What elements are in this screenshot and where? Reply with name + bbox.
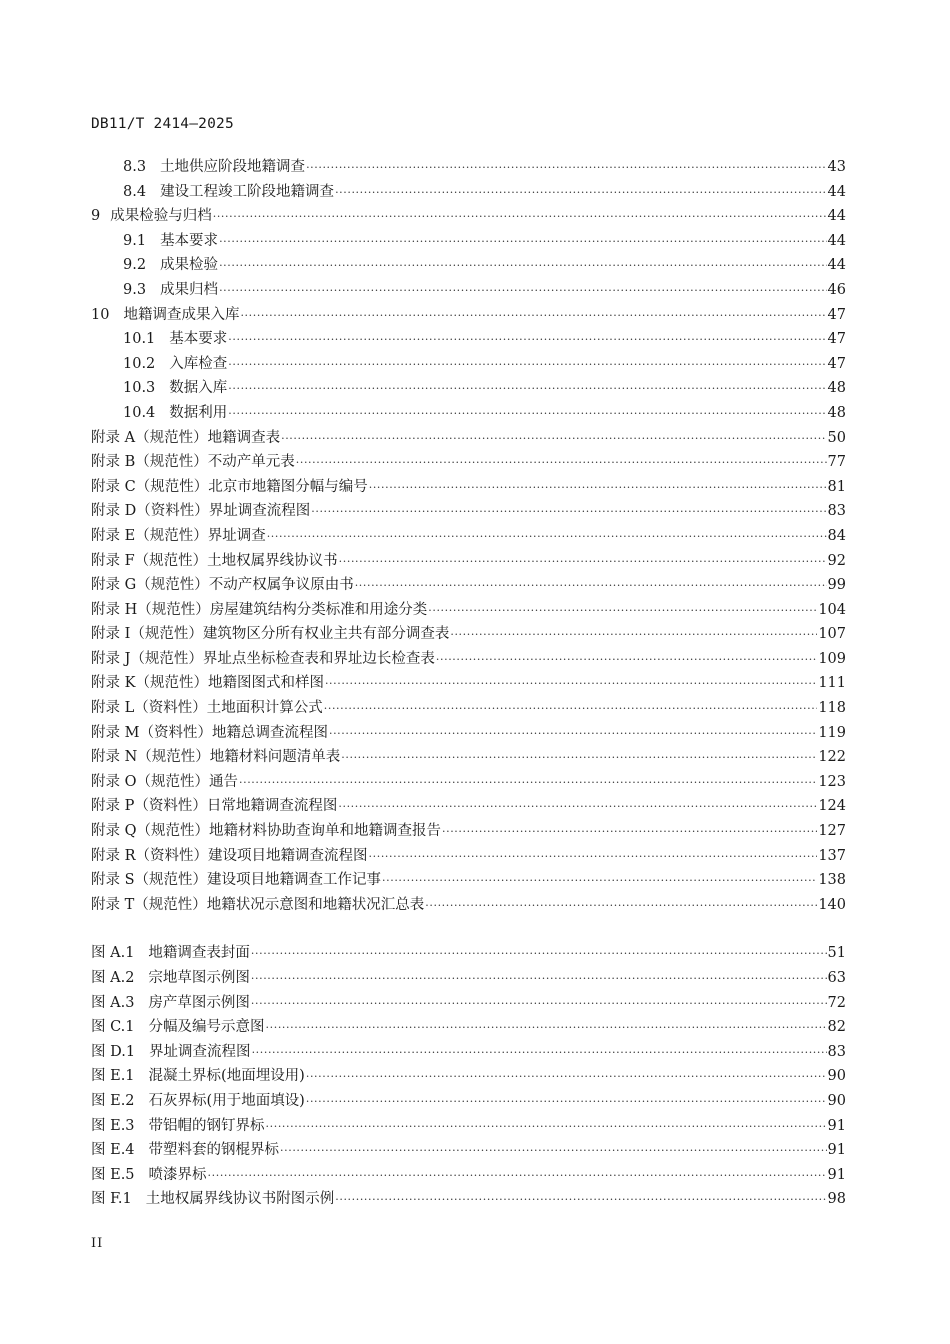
toc-entry-number: 附录 L	[91, 700, 135, 717]
toc-entry-title: （资料性）建设项目地籍调查流程图	[135, 847, 368, 864]
toc-entry[interactable]	[91, 721, 846, 746]
page-number-footer: II	[91, 1236, 104, 1251]
toc-entry-number: 图 C.1	[91, 1019, 135, 1036]
toc-entry[interactable]	[91, 401, 846, 426]
toc-entry-page: 83	[827, 503, 846, 520]
toc-entry-page: 46	[827, 281, 846, 298]
toc-leader-dots	[281, 426, 826, 452]
toc-figure-entry[interactable]	[91, 966, 846, 991]
toc-entry[interactable]	[91, 524, 846, 549]
toc-leader-dots	[382, 868, 817, 894]
toc-entry-page: 48	[827, 404, 846, 421]
toc-entry-page: 92	[827, 552, 846, 569]
toc-entry-title: （规范性）界址点坐标检查表和界址边长检查表	[130, 650, 435, 667]
toc-entry-page: 91	[827, 1142, 846, 1159]
toc-entry-title: （规范性）不动产单元表	[135, 454, 295, 471]
toc-entry-number: 附录 D	[91, 503, 137, 520]
toc-leader-dots	[436, 647, 817, 673]
toc-entry[interactable]	[91, 352, 846, 377]
toc-leader-dots	[335, 1187, 826, 1213]
toc-entry-page: 83	[827, 1043, 846, 1060]
toc-entry-number: 10.1	[123, 331, 156, 348]
toc-entry-number: 附录 A	[91, 429, 136, 446]
toc-leader-dots	[252, 1040, 827, 1066]
toc-entry-title: 喷漆界标	[148, 1166, 207, 1183]
toc-leader-dots	[428, 598, 817, 624]
toc-entry-page: 77	[827, 454, 846, 471]
toc-entry-title: 土地供应阶段地籍调查	[160, 159, 306, 175]
toc-entry-page: 81	[827, 478, 846, 495]
toc-entry-title: （资料性）地籍总调查流程图	[139, 724, 328, 741]
toc-leader-dots	[306, 1089, 827, 1115]
toc-entry-title: 带铝帽的钢钉界标	[148, 1117, 265, 1134]
toc-entry-page: 90	[827, 1068, 846, 1085]
toc-spacer	[91, 917, 846, 941]
toc-entry-number: 附录 Q	[91, 823, 137, 840]
toc-entry-title: 基本要求	[160, 232, 219, 249]
toc-entry-number: 附录 M	[91, 724, 140, 741]
toc-leader-dots	[240, 303, 826, 329]
toc-figure-entry[interactable]	[91, 941, 846, 966]
toc-leader-dots	[239, 770, 817, 796]
toc-entry-page: 91	[827, 1117, 846, 1134]
toc-figures-list	[91, 941, 846, 1212]
toc-leader-dots	[219, 253, 826, 279]
toc-entry-title: 数据入库	[169, 380, 228, 397]
toc-leader-dots	[208, 1163, 827, 1189]
toc-entry-title: （规范性）地籍材料问题清单表	[137, 749, 341, 766]
toc-entry-page: 137	[818, 847, 846, 864]
toc-entry-page: 91	[827, 1166, 846, 1183]
toc-leader-dots	[339, 549, 827, 575]
toc-leader-dots	[306, 155, 826, 181]
toc-entry-page: 98	[827, 1191, 846, 1208]
toc-entry-title: （规范性）北京市地籍图分幅与编号	[135, 478, 368, 495]
toc-entry-title: （规范性）建筑物区分所有权业主共有部分调查表	[130, 626, 450, 643]
toc-entry-title: （规范性）房屋建筑结构分类标准和用途分类	[137, 601, 428, 618]
toc-entry-number: 图 F.1	[91, 1191, 132, 1208]
toc-entry[interactable]	[91, 204, 846, 229]
toc-leader-dots	[219, 278, 826, 304]
toc-entry-title: （规范性）地籍材料协助查询单和地籍调查报告	[136, 823, 441, 840]
toc-entry-title: （资料性）土地面积计算公式	[134, 700, 323, 717]
toc-entry-title: 成果归档	[160, 281, 219, 298]
toc-entry[interactable]	[91, 303, 846, 328]
toc-entry-page: 127	[818, 823, 846, 840]
toc-leader-dots	[450, 622, 817, 648]
toc-leader-dots	[251, 991, 827, 1017]
toc-leader-dots	[325, 671, 817, 697]
toc-entry-number: 附录 P	[91, 798, 135, 815]
toc-entry[interactable]	[91, 696, 846, 721]
toc-entry-number: 附录 O	[91, 773, 137, 790]
toc-entry-number: 图 D.1	[91, 1043, 136, 1060]
toc-entry-number: 图 E.1	[91, 1068, 135, 1085]
toc-entry-page: 44	[827, 257, 846, 274]
toc-entry-title: （规范性）建设项目地籍调查工作记事	[134, 872, 382, 889]
toc-figure-entry[interactable]	[91, 1163, 846, 1188]
toc-entry-number: 9.2	[123, 257, 147, 274]
toc-entry-title: 成果检验与归档	[110, 208, 212, 225]
toc-entry-number: 附录 I	[91, 626, 131, 643]
toc-sections-list	[91, 155, 846, 917]
toc-entry-number: 附录 K	[91, 675, 136, 692]
toc-figure-entry[interactable]	[91, 1015, 846, 1040]
toc-entry[interactable]	[91, 770, 846, 795]
toc-entry-title: 土地权属界线协议书附图示例	[145, 1191, 335, 1208]
toc-entry-number: 图 A.1	[91, 945, 135, 962]
toc-entry-number: 8.4	[123, 183, 147, 200]
toc-entry-title: （资料性）日常地籍调查流程图	[134, 798, 338, 815]
toc-leader-dots	[228, 401, 826, 427]
toc-entry-number: 附录 G	[91, 577, 137, 594]
toc-leader-dots	[341, 745, 817, 771]
table-of-contents	[91, 155, 846, 1212]
toc-leader-dots	[335, 180, 826, 206]
toc-leader-dots	[324, 696, 818, 722]
toc-entry[interactable]	[91, 647, 846, 672]
toc-leader-dots	[251, 941, 827, 967]
toc-leader-dots	[267, 524, 827, 550]
toc-entry[interactable]	[91, 893, 846, 918]
toc-entry-title: （资料性）界址调查流程图	[136, 503, 311, 520]
toc-entry-page: 47	[827, 306, 846, 323]
toc-entry-title: 石灰界标(用于地面填设)	[148, 1092, 305, 1109]
toc-entry[interactable]	[91, 180, 846, 205]
toc-entry-title: 宗地草图示例图	[148, 970, 250, 986]
toc-entry-title: 数据利用	[169, 404, 228, 421]
toc-entry-page: 72	[827, 994, 846, 1011]
toc-entry-page: 50	[827, 429, 846, 446]
toc-entry-number: 图 A.3	[91, 994, 135, 1011]
toc-entry[interactable]	[91, 549, 846, 574]
toc-entry-page: 47	[827, 355, 846, 372]
toc-entry-page: 82	[827, 1019, 846, 1036]
toc-leader-dots	[266, 1015, 827, 1041]
toc-entry-number: 图 A.2	[91, 970, 135, 986]
toc-leader-dots	[296, 450, 827, 476]
toc-entry[interactable]	[91, 622, 846, 647]
toc-entry-number: 9.1	[123, 232, 147, 249]
toc-leader-dots	[228, 352, 826, 378]
toc-entry-page: 63	[827, 970, 846, 986]
toc-entry-page: 44	[827, 232, 846, 249]
toc-entry-title: （规范性）地籍状况示意图和地籍状况汇总表	[134, 896, 425, 913]
document-id-header: DB11/T 2414—2025	[91, 116, 234, 132]
toc-entry[interactable]	[91, 671, 846, 696]
toc-leader-dots	[266, 1114, 827, 1140]
toc-entry-page: 47	[827, 331, 846, 348]
toc-figure-entry[interactable]	[91, 1064, 846, 1089]
toc-entry-title: （规范性）地籍图图式和样图	[135, 675, 324, 692]
toc-entry-number: 图 E.2	[91, 1092, 135, 1109]
toc-entry-number: 10.2	[123, 355, 156, 372]
toc-entry-title: 地籍调查成果入库	[123, 306, 240, 323]
toc-entry-title: 带塑料套的钢棍界标	[148, 1142, 280, 1159]
toc-entry-page: 140	[818, 896, 846, 913]
toc-entry-page: 44	[827, 183, 846, 200]
toc-entry[interactable]	[91, 868, 846, 893]
toc-entry-title: 地籍调查表封面	[148, 945, 250, 962]
toc-leader-dots	[251, 966, 827, 992]
toc-entry[interactable]	[91, 155, 846, 180]
toc-entry-number: 图 E.3	[91, 1117, 135, 1134]
toc-entry-page: 51	[827, 945, 846, 962]
toc-entry[interactable]	[91, 819, 846, 844]
toc-entry-number: 10	[91, 306, 110, 323]
toc-entry-title: （规范性）界址调查	[135, 527, 266, 544]
toc-entry-number: 附录 J	[91, 650, 131, 667]
toc-entry-page: 109	[818, 650, 846, 667]
toc-leader-dots	[219, 229, 826, 255]
toc-entry-title: 分幅及编号示意图	[148, 1019, 265, 1036]
toc-entry-page: 122	[818, 749, 846, 766]
toc-leader-dots	[228, 327, 826, 353]
toc-entry[interactable]	[91, 229, 846, 254]
toc-leader-dots	[329, 721, 817, 747]
toc-entry-number: 图 E.5	[91, 1166, 135, 1183]
toc-entry-title: 房产草图示例图	[148, 994, 250, 1011]
toc-entry-page: 119	[818, 724, 846, 741]
toc-entry-title: （规范性）地籍调查表	[135, 429, 281, 446]
toc-entry-page: 48	[827, 380, 846, 397]
toc-entry-number: 附录 H	[91, 601, 138, 618]
toc-entry[interactable]	[91, 794, 846, 819]
toc-entry-title: 混凝土界标(地面埋设用)	[148, 1068, 305, 1085]
toc-entry-page: 104	[818, 601, 846, 618]
toc-entry-number: 附录 R	[91, 847, 136, 864]
toc-entry-number: 附录 E	[91, 527, 136, 544]
toc-entry-number: 9	[91, 208, 101, 225]
toc-entry-title: 入库检查	[169, 355, 228, 372]
toc-entry[interactable]	[91, 475, 846, 500]
toc-leader-dots	[425, 893, 817, 919]
toc-entry-number: 10.3	[123, 380, 156, 397]
toc-entry-page: 107	[818, 626, 846, 643]
toc-entry-number: 附录 C	[91, 478, 136, 495]
toc-entry-number: 附录 S	[91, 872, 135, 889]
toc-leader-dots	[442, 819, 817, 845]
toc-entry-page: 138	[818, 872, 846, 889]
toc-leader-dots	[306, 1064, 827, 1090]
toc-entry-page: 123	[818, 773, 846, 790]
toc-leader-dots	[355, 573, 827, 599]
toc-leader-dots	[228, 376, 826, 402]
toc-leader-dots	[338, 794, 817, 820]
toc-figure-entry[interactable]	[91, 1187, 846, 1212]
toc-entry[interactable]	[91, 278, 846, 303]
toc-figure-entry[interactable]	[91, 1040, 846, 1065]
toc-entry-number: 附录 F	[91, 552, 135, 569]
toc-entry-page: 118	[818, 700, 846, 717]
toc-leader-dots	[369, 475, 827, 501]
toc-figure-entry[interactable]	[91, 1114, 846, 1139]
toc-entry-number: 附录 T	[91, 896, 135, 913]
toc-entry-page: 124	[818, 798, 846, 815]
toc-entry-page: 43	[827, 159, 846, 175]
toc-leader-dots	[311, 499, 826, 525]
toc-figure-entry[interactable]	[91, 1138, 846, 1163]
toc-entry-title: 界址调查流程图	[149, 1043, 251, 1060]
toc-leader-dots	[280, 1138, 827, 1164]
toc-entry-page: 44	[827, 208, 846, 225]
toc-entry[interactable]	[91, 745, 846, 770]
toc-entry[interactable]	[91, 450, 846, 475]
toc-entry-title: （规范性）土地权属界线协议书	[134, 552, 338, 569]
toc-entry-title: （规范性）不动产权属争议原由书	[136, 577, 354, 594]
toc-entry[interactable]	[91, 376, 846, 401]
toc-entry-page: 111	[818, 675, 846, 692]
toc-entry-number: 8.3	[123, 159, 147, 175]
toc-entry-number: 9.3	[123, 281, 147, 298]
toc-entry-number: 图 E.4	[91, 1142, 135, 1159]
toc-entry-number: 附录 B	[91, 454, 136, 471]
toc-entry-title: 建设工程竣工阶段地籍调查	[160, 183, 335, 200]
toc-entry-page: 90	[827, 1092, 846, 1109]
toc-figure-entry[interactable]	[91, 991, 846, 1016]
toc-entry-title: 基本要求	[169, 331, 228, 348]
toc-entry-page: 84	[827, 527, 846, 544]
toc-entry[interactable]	[91, 598, 846, 623]
toc-figure-entry[interactable]	[91, 1089, 846, 1114]
toc-leader-dots	[213, 204, 827, 230]
toc-entry-page: 99	[827, 577, 846, 594]
toc-entry[interactable]	[91, 844, 846, 869]
toc-entry-title: 成果检验	[160, 257, 219, 274]
toc-leader-dots	[369, 844, 818, 870]
toc-entry-number: 10.4	[123, 404, 156, 421]
toc-entry[interactable]	[91, 426, 846, 451]
toc-entry-number: 附录 N	[91, 749, 138, 766]
toc-entry[interactable]	[91, 573, 846, 598]
toc-entry[interactable]	[91, 327, 846, 352]
toc-entry[interactable]	[91, 499, 846, 524]
toc-entry-title: （规范性）通告	[136, 773, 238, 790]
toc-entry[interactable]	[91, 253, 846, 278]
